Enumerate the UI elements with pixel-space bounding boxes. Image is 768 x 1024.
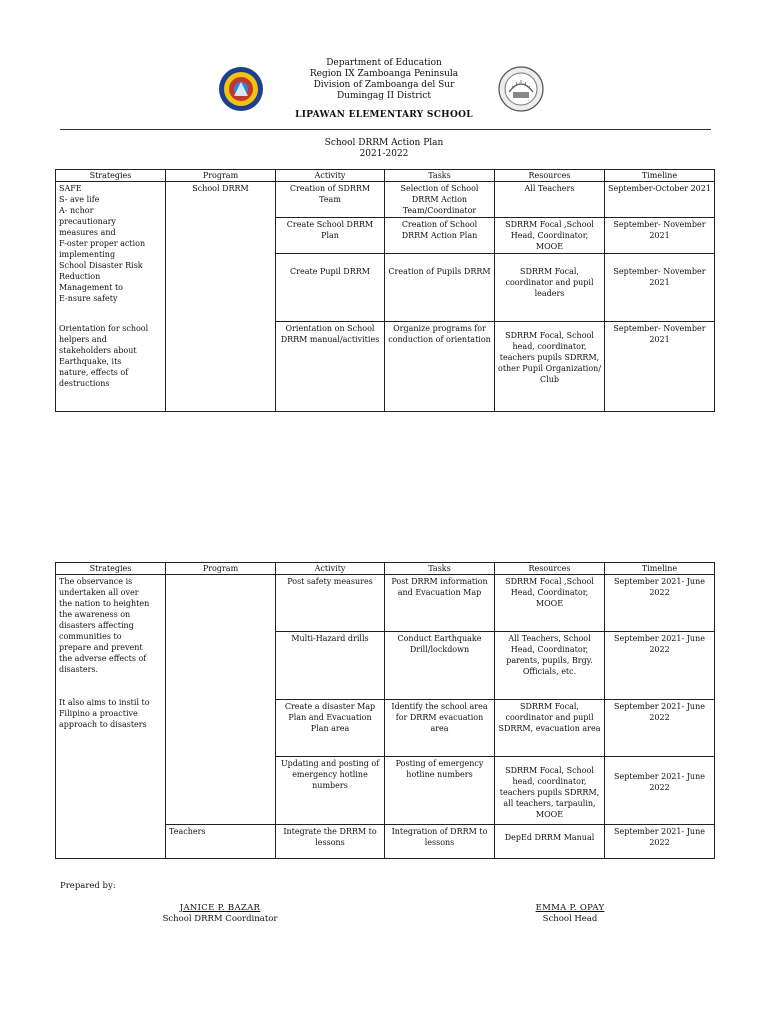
program-cell xyxy=(166,575,276,825)
table-row xyxy=(56,182,715,218)
timeline-cell: September- November 2021 xyxy=(605,254,715,322)
activity-cell: Creation of SDRRM Team xyxy=(276,182,385,218)
tasks-cell: Post DRRM information and Evacuation Map xyxy=(385,575,495,632)
resources-cell: All Teachers, School Head, Coordinator, parents, pupils, Brgy. Officials, etc. xyxy=(495,632,605,700)
resources-cell: SDRRM Focal ,School Head, Coordinator, MOOE xyxy=(495,218,605,254)
header-divider xyxy=(60,129,711,130)
resources-cell: SDRRM Focal, School head, coordinator, teachers pupils SDRRM, other Pupil Organization/ Club xyxy=(495,322,605,412)
action-plan-table-1 xyxy=(55,169,715,412)
resources-cell: DepEd DRRM Manual xyxy=(495,825,605,859)
timeline-cell: September- November 2021 xyxy=(605,322,715,412)
strategy-cell xyxy=(56,575,166,859)
header-line-division: Division of Zamboanga del Sur xyxy=(313,80,455,90)
coordinator-role: School DRRM Coordinator xyxy=(162,914,278,924)
header-timeline: Timeline xyxy=(605,563,715,575)
resources-cell: All Teachers xyxy=(495,182,605,218)
timeline-cell: September-October 2021 xyxy=(605,182,715,218)
table-row xyxy=(56,575,715,632)
header-resources: Resources xyxy=(495,563,605,575)
coordinator-signature xyxy=(150,903,290,925)
plan-title: School DRRM Action Plan xyxy=(324,138,444,148)
timeline-cell: September 2021- June 2022 xyxy=(605,632,715,700)
header-strategies: Strategies xyxy=(56,170,166,182)
activity-cell: Integrate the DRRM to lessons xyxy=(276,825,385,859)
tasks-cell: Creation of Pupils DRRM xyxy=(385,254,495,322)
header-tasks: Tasks xyxy=(385,563,495,575)
strategy-text: Orientation for school helpers and stakeholders about Earthquake, its nature, effects of destructions xyxy=(59,324,149,388)
header-timeline: Timeline xyxy=(605,170,715,182)
resources-cell: SDRRM Focal ,School Head, Coordinator, MOOE xyxy=(495,575,605,632)
timeline-cell: September 2021- June 2022 xyxy=(605,700,715,757)
activity-cell: Create a disaster Map Plan and Evacuation Plan area xyxy=(276,700,385,757)
header-program: Program xyxy=(166,563,276,575)
strategy-text: The observance is undertaken all over the nation to heighten the awareness on disasters affecting communities to prepare and prevent the adverse effects of disasters. xyxy=(59,577,150,674)
activity-cell: Create School DRRM Plan xyxy=(276,218,385,254)
school-head-name: EMMA P. OPAY xyxy=(535,903,605,913)
document-header xyxy=(0,58,768,121)
activity-cell: Orientation on School DRRM manual/activities xyxy=(276,322,385,412)
school-head-role: School Head xyxy=(542,914,598,924)
header-strategies: Strategies xyxy=(56,563,166,575)
coordinator-name: JANICE P. BAZAR xyxy=(179,903,261,913)
program-cell: School DRRM xyxy=(166,182,276,412)
resources-cell: SDRRM Focal, coordinator and pupil leaders xyxy=(495,254,605,322)
resources-cell: SDRRM Focal, School head, coordinator, teachers pupils SDRRM, all teachers, tarpaulin, MOOE xyxy=(495,757,605,825)
program-cell: Teachers xyxy=(166,825,276,859)
activity-cell: Updating and posting of emergency hotline numbers xyxy=(276,757,385,825)
tasks-cell: Creation of School DRRM Action Plan xyxy=(385,218,495,254)
school-head-signature xyxy=(510,903,630,925)
document-title xyxy=(0,138,768,160)
prepared-by-label: Prepared by: xyxy=(60,881,116,891)
tasks-cell: Identify the school area for DRRM evacuation area xyxy=(385,700,495,757)
plan-year: 2021-2022 xyxy=(359,149,409,159)
activity-cell: Post safety measures xyxy=(276,575,385,632)
header-line-region: Region IX Zamboanga Peninsula xyxy=(309,69,459,79)
strategy-text: SAFE S- ave life A- nchor precautionary measures and F-oster proper action implementing School Disaster Risk Reduction Management to E-nsure safety xyxy=(59,184,146,303)
tasks-cell: Selection of School DRRM Action Team/Coordinator xyxy=(385,182,495,218)
strategy-text: It also aims to instil to Filipino a proactive approach to disasters xyxy=(59,698,150,729)
school-name: LIPAWAN ELEMENTARY SCHOOL xyxy=(295,110,473,120)
action-plan-table-2 xyxy=(55,562,715,859)
header-activity: Activity xyxy=(276,170,385,182)
header-activity: Activity xyxy=(276,563,385,575)
timeline-cell: September 2021- June 2022 xyxy=(605,575,715,632)
resources-cell: SDRRM Focal, coordinator and pupil SDRRM, evacuation area xyxy=(495,700,605,757)
tasks-cell: Posting of emergency hotline numbers xyxy=(385,757,495,825)
strategy-cell xyxy=(56,182,166,412)
header-resources: Resources xyxy=(495,170,605,182)
timeline-cell: September 2021- June 2022 xyxy=(605,757,715,825)
activity-cell: Multi-Hazard drills xyxy=(276,632,385,700)
timeline-cell: September- November 2021 xyxy=(605,218,715,254)
tasks-cell: Integration of DRRM to lessons xyxy=(385,825,495,859)
header-line-deped: Department of Education xyxy=(326,58,442,68)
header-program: Program xyxy=(166,170,276,182)
activity-cell: Create Pupil DRRM xyxy=(276,254,385,322)
tasks-cell: Conduct Earthquake Drill/lockdown xyxy=(385,632,495,700)
header-tasks: Tasks xyxy=(385,170,495,182)
timeline-cell: September 2021- June 2022 xyxy=(605,825,715,859)
tasks-cell: Organize programs for conduction of orientation xyxy=(385,322,495,412)
header-line-district: Dumingag II District xyxy=(336,91,432,101)
